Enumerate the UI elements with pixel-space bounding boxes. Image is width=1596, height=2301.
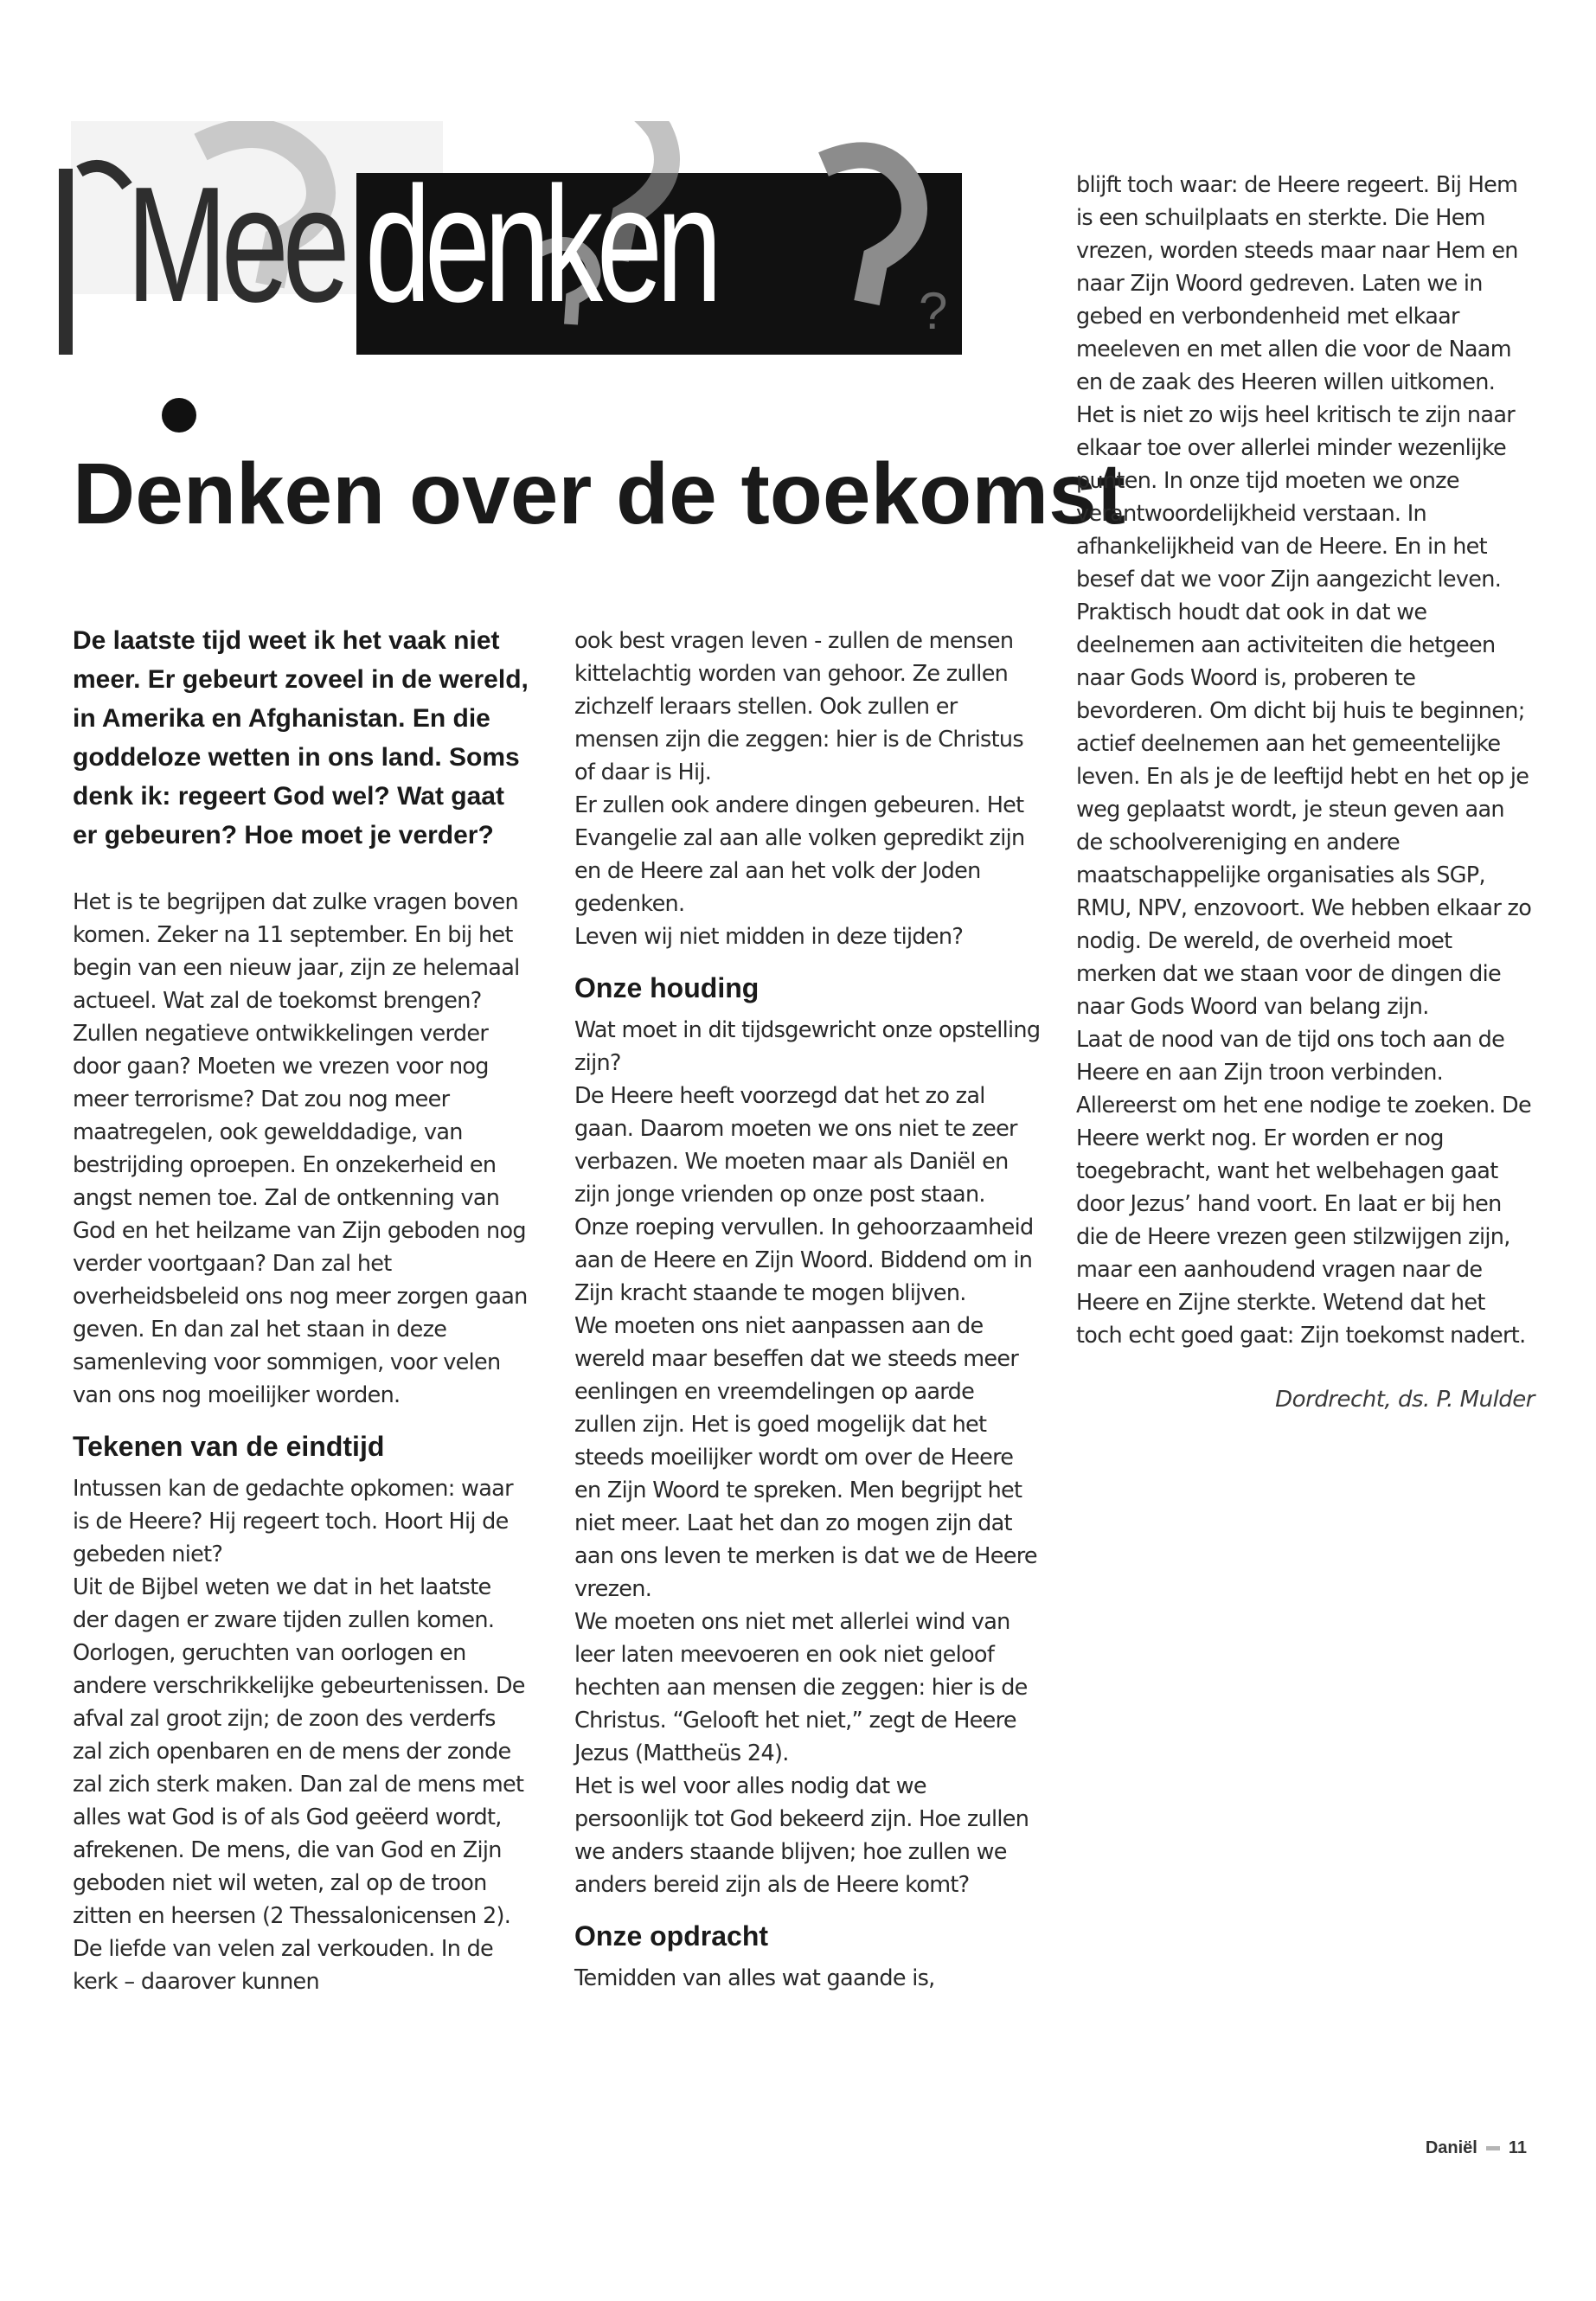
magazine-name: Daniël <box>1425 2138 1477 2157</box>
body-paragraph: We moeten ons niet met allerlei wind van leer laten meevoeren en ook niet geloof hechten aan mensen die zeggen: hier is de Christus. “Gelooft het niet,” zegt de Heere Jezus (Mattheüs 24). <box>574 1609 1028 1766</box>
article-headline: Denken over de toekomst <box>73 445 1126 542</box>
body-paragraph: Het is te begrijpen dat zulke vragen boven komen. Zeker na 11 september. En bij het begin van een nieuw jaar, zijn ze helemaal actueel. Wat zal de toekomst brengen? Zullen negatieve ontwikkelingen verder door gaan? Moeten we vrezen voor nog meer terrorisme? Dat zou nog meer maatregelen, ook gewelddadige, van bestrijding oproepen. En onzekerheid en angst nemen toe. Zal de ontkenning van God en het heilzame van Zijn geboden nog verder voortgaan? Dan zal het overheidsbeleid ons nog meer zorgen gaan geven. En dan zal het staan in deze samenleving voor sommigen, voor velen van ons nog moeilijker worden. <box>73 889 528 1408</box>
column-1 <box>73 621 531 1998</box>
body-paragraph: Het is wel voor alles nodig dat we persoonlijk tot God bekeerd zijn. Hoe zullen we anders staande blijven; hoe zullen we anders bereid zijn als de Heere komt? <box>574 1773 1029 1898</box>
body-paragraph: Laat de nood van de tijd ons toch aan de Heere en aan Zijn troon verbinden. Allereerst om het ene nodige te zoeken. De Heere werkt nog. Er worden er nog toegebracht, want het welbehagen gaat door Jezus’ hand voort. En laat er bij hen die de Heere vrezen geen stilzwijgen zijn, maar een aanhoudend vragen naar de Heere en Zijne sterkte. Wetend dat het toch echt goed gaat: Zijn toekomst nadert. <box>1076 1027 1531 1349</box>
body-paragraph: Intussen kan de gedachte opkomen: waar is de Heere? Hij regeert toch. Hoort Hij de gebeden niet? <box>73 1476 513 1567</box>
footer-separator <box>1486 2146 1500 2150</box>
logo-word-denken: denken <box>365 153 716 336</box>
exclamation-bar-icon <box>59 169 73 355</box>
body-paragraph: Uit de Bijbel weten we dat in het laatste der dagen er zware tijden zullen komen. Oorlogen, geruchten van oorlogen en andere verschrikkelijke gebeurtenissen. De afval zal groot zijn; de zoon des verderfs zal zich openbaren en de mens der zonde zal zich sterk maken. Dan zal de mens met alles wat God is of als God geëerd wordt, afrekenen. De mens, die van God en Zijn geboden niet wil weten, zal op de troon zitten en heersen (2 Thessalonicensen 2). De liefde van velen zal verkouden. In de kerk – daarover kunnen <box>73 1574 525 1995</box>
question-dot-icon <box>162 398 196 433</box>
page-footer <box>1426 2138 1527 2158</box>
subhead-tekenen: Tekenen van de eindtijd <box>73 1431 385 1462</box>
subhead-onze-houding: Onze houding <box>574 972 760 1003</box>
mee-denken-logo <box>54 121 962 450</box>
author-signature: Dordrecht, ds. P. Mulder <box>1275 1387 1535 1413</box>
body-paragraph: De Heere heeft voorzegd dat het zo zal gaan. Daarom moeten we ons niet te zeer verbazen. We moeten maar als Daniël en zijn jonge vrienden op onze post staan. Onze roeping vervullen. In gehoorzaamheid aan de Heere en Zijn Woord. Biddend om in Zijn kracht staande te mogen blijven. <box>574 1083 1034 1306</box>
body-paragraph: Wat moet in dit tijdsgewricht onze opstelling zijn? <box>574 1017 1041 1076</box>
body-paragraph: Leven wij niet midden in deze tijden? <box>574 924 964 950</box>
logo-word-mee: Mee <box>126 153 344 336</box>
body-paragraph: blijft toch waar: de Heere regeert. Bij Hem is een schuilplaats en sterkte. Die Hem vrezen, worden steeds maar naar Hem en naar Zijn Woord gedreven. Laten we in gebed en verbondenheid met elkaar meeleven en met allen die voor de Naam en de zaak des Heeren willen uitkomen. Het is niet zo wijs heel kritisch te zijn naar elkaar toe over allerlei minder wezenlijke punten. In onze tijd moeten we onze verantwoordelijkheid verstaan. In afhankelijkheid van de Heere. En in het besef dat we voor Zijn aangezicht leven. Praktisch houdt dat ook in dat we deelnemen aan activiteiten die hetgeen naar Gods Woord is, proberen te bevorderen. Om dicht bij huis te beginnen; actief deelnemen aan het gemeentelijke leven. En als je de leeftijd hebt en het op je weg geplaatst wordt, je steun geven aan de schoolvereniging en andere maatschappelijke organisaties als SGP, RMU, NPV, enzovoort. We hebben elkaar zo nodig. De wereld, de overheid moet merken dat we staan voor de dingen die naar Gods Woord van belang zijn. <box>1076 172 1532 1020</box>
body-paragraph: ook best vragen leven - zullen de mensen kittelachtig worden van gehoor. Ze zullen zichzelf leraars stellen. Ook zullen er mensen zijn die zeggen: hier is de Christus of daar is Hij. <box>574 628 1023 785</box>
body-paragraph: Temidden van alles wat gaande is, <box>574 1965 935 1991</box>
body-paragraph: We moeten ons niet aanpassen aan de wereld maar beseffen dat we steeds meer eenlingen en vreemdelingen op aarde zullen zijn. Het is goed mogelijk dat het steeds moeilijker wordt om over de Heere en Zijn Woord te spreken. Men begrijpt het niet meer. Laat het dan zo mogen zijn dat aan ons leven te merken is dat we de Heere vrezen. <box>574 1313 1037 1602</box>
page-number: 11 <box>1508 2138 1527 2157</box>
subhead-onze-opdracht: Onze opdracht <box>574 1920 769 1952</box>
body-paragraph: Er zullen ook andere dingen gebeuren. Het Evangelie zal aan alle volken gepredikt zijn en de Heere zal aan het volk der Joden gedenken. <box>574 792 1025 917</box>
column-3 <box>1076 169 1535 1416</box>
small-question-mark-icon: ? <box>919 282 948 340</box>
column-2 <box>574 625 1042 1995</box>
lead-paragraph: De laatste tijd weet ik het vaak niet meer. Er gebeurt zoveel in de wereld, in Amerika en Afghanistan. En die goddeloze wetten in ons land. Soms denk ik: regeert God wel? Wat gaat er gebeuren? Hoe moet je verder? <box>73 626 529 849</box>
